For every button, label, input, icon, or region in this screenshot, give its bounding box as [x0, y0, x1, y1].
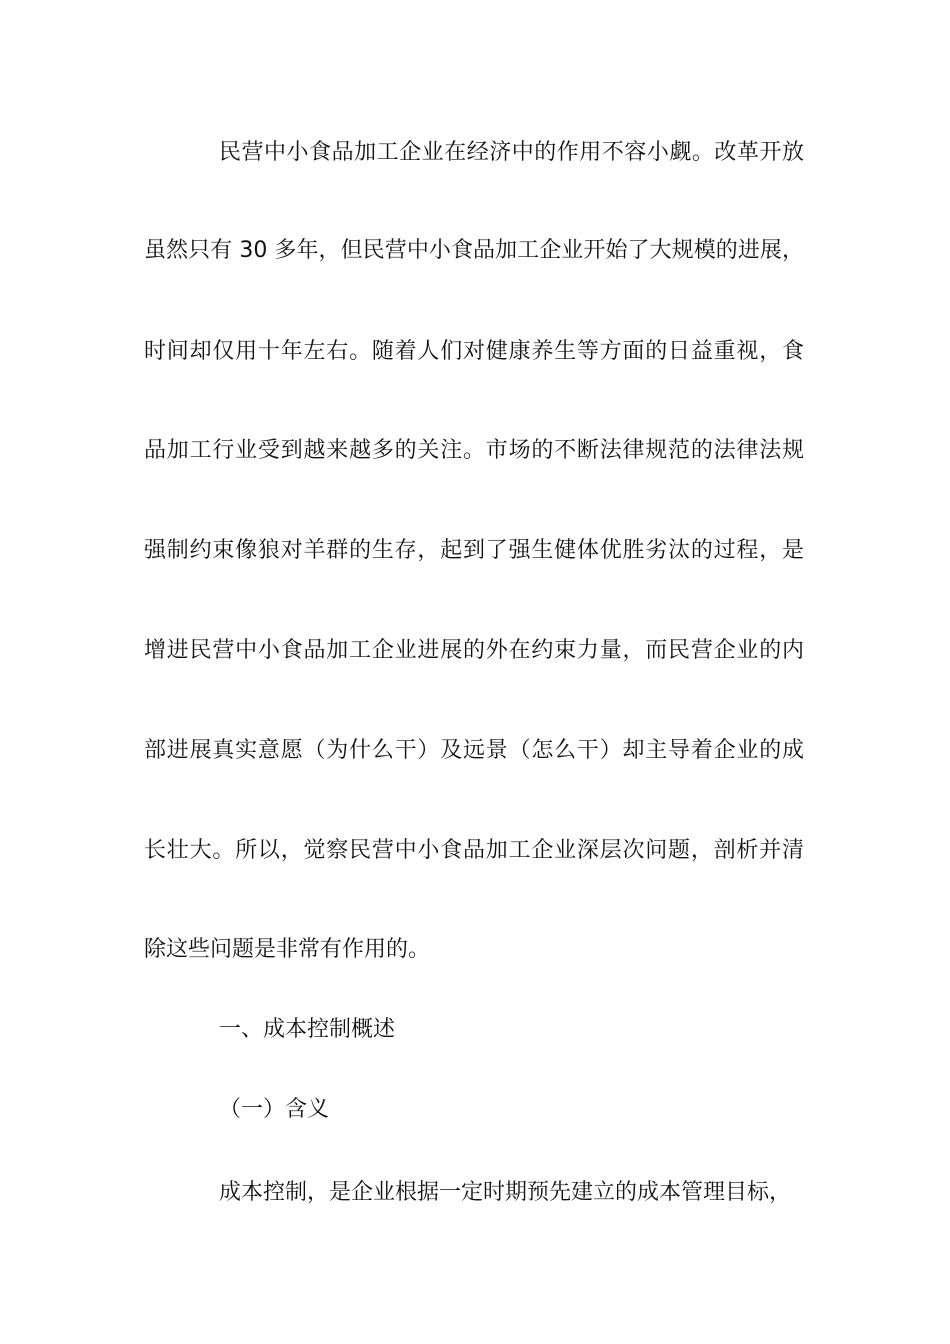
paragraph-line: 增进民营中小食品加工企业进展的外在约束力量，而民营企业的内: [144, 638, 804, 663]
paragraph-line: 除这些问题是非常有作用的。: [144, 937, 431, 962]
paragraph-line: 部进展真实意愿（为什么干）及远景（怎么干）却主导着企业的成: [144, 738, 804, 763]
subsection-heading: （一）含义: [219, 1097, 330, 1122]
paragraph-line: 品加工行业受到越来越多的关注。市场的不断法律规范的法律法规: [144, 438, 804, 463]
paragraph-line: 成本控制，是企业根据一定时期预先建立的成本管理目标，: [219, 1180, 792, 1205]
paragraph-line: 民营中小食品加工企业在经济中的作用不容小觑。改革开放: [219, 140, 804, 165]
paragraph-line: 虽然只有 30 多年，但民营中小食品加工企业开始了大规模的进展，: [144, 238, 804, 263]
paragraph-line: 长壮大。所以，觉察民营中小食品加工企业深层次问题，剖析并清: [144, 838, 804, 863]
paragraph-line: 时间却仅用十年左右。随着人们对健康养生等方面的日益重视，食: [144, 339, 804, 364]
paragraph-line: 强制约束像狼对羊群的生存，起到了强生健体优胜劣汰的过程，是: [144, 538, 804, 563]
section-heading: 一、成本控制概述: [219, 1017, 396, 1042]
